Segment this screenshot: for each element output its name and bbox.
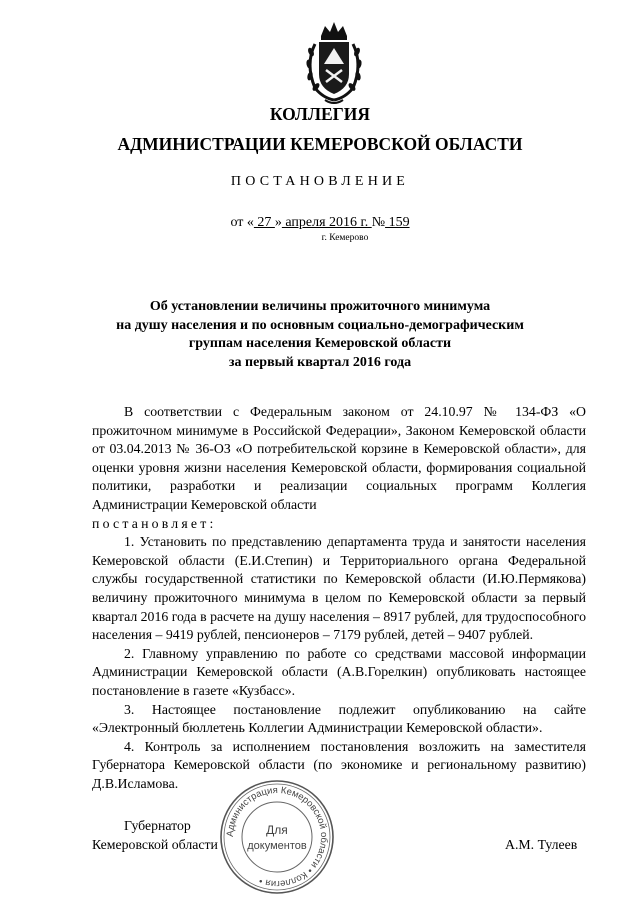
signature-title-2: Кемеровской области xyxy=(92,837,218,852)
stamp-center-line-1: Для xyxy=(266,823,288,837)
stamp-ring-text: Администрация Кемеровской области • Коллегия • xyxy=(224,784,330,890)
document-number: 159 xyxy=(385,215,410,230)
title-line: Об установлении величины прожиточного минимума xyxy=(149,299,491,314)
resolution-word: постановляет: xyxy=(92,515,217,531)
signature-title-1: Губернатор xyxy=(124,818,191,833)
date-from: от xyxy=(230,215,244,230)
date-month-year: апреля 2016 г. xyxy=(281,215,372,230)
title-line: за первый квартал 2016 года xyxy=(228,354,412,370)
signature-name: А.М. Тулеев xyxy=(505,837,578,852)
document-title xyxy=(70,298,570,372)
date-quote-close: » xyxy=(274,215,282,230)
item-2: 2. Главному управлению по работе со средствами массовой информации Администрации Кемеровской области (А.В.Горелкин) опубликовать настоящее постановление в газете «Кузбасс». xyxy=(92,645,586,698)
number-sign: № xyxy=(371,215,386,230)
city-label: г. Кемерово xyxy=(321,233,369,243)
date-quote-open: « xyxy=(246,215,254,230)
intro-paragraph: В соответствии с Федеральным законом от 24.10.97 № 134-ФЗ «О прожиточном минимуме в Российской Федерации», Законом Кемеровской области от 03.04.2013 № 36-ОЗ «О потребительской корзине в Кемеровской области», для оценки уровня жизни населения Кемеровской области, формирования социальной политики, разработки и реализации социальных программ Коллегия Администрации Кемеровской области xyxy=(92,404,586,512)
coat-of-arms-emblem xyxy=(299,18,369,108)
item-3: 3. Настоящее постановление подлежит опубликованию на сайте «Электронный бюллетень Коллегии Администрации Кемеровской области». xyxy=(92,701,586,736)
header-administration: АДМИНИСТРАЦИИ КЕМЕРОВСКОЙ ОБЛАСТИ xyxy=(117,134,523,154)
document-stamp xyxy=(218,778,336,896)
title-line: группам населения Кемеровской области xyxy=(188,336,452,351)
header-board: КОЛЛЕГИЯ xyxy=(269,104,371,124)
date-day: 27 xyxy=(253,215,275,230)
date-line xyxy=(0,215,640,231)
title-line: на душу населения и по основным социально-демографическим xyxy=(116,317,524,333)
item-4: 4. Контроль за исполнением постановления возложить на заместителя Губернатора Кемеровской области (по экономике и региональному развитию) Д.В.Исламова. xyxy=(92,738,586,791)
stamp-center-line-2: документов xyxy=(247,840,307,852)
item-1: 1. Установить по представлению департамента труда и занятости населения Кемеровской области (Е.И.Степин) и Территориального органа Федеральной службы государственной статистики по Кемеровской области (И.Ю.Пермякова) величину прожиточного минимума в целом по Кемеровской области за первый квартал 2016 года в расчете на душу населения – 8917 рублей, для трудоспособного населения – 9419 рублей, пенсионеров – 7179 рублей, детей – 9407 рублей. xyxy=(92,534,586,643)
document-body xyxy=(92,403,586,793)
document-type: ПОСТАНОВЛЕНИЕ xyxy=(230,174,410,189)
